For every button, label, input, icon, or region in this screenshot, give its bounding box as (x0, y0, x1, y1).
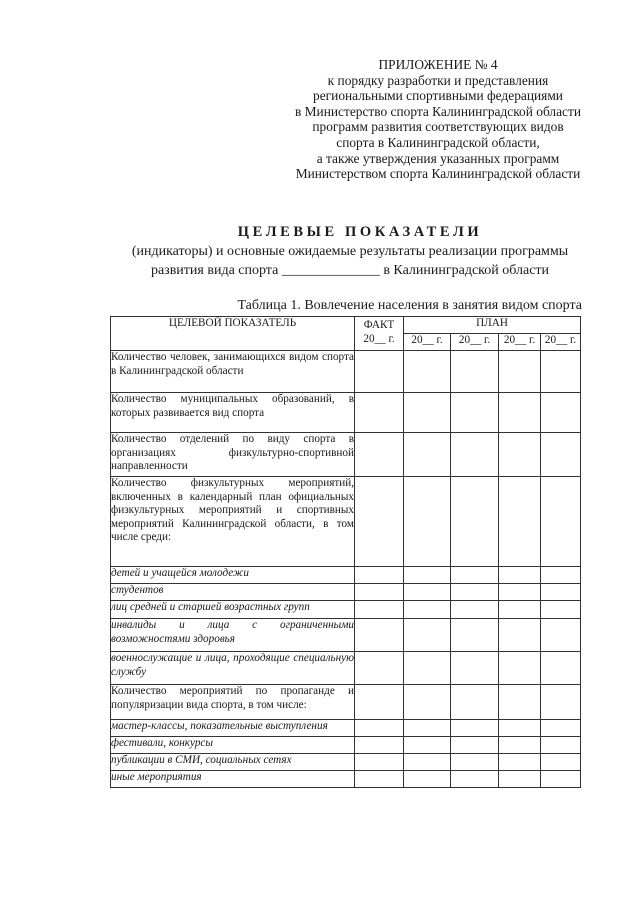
plan-value-cell[interactable] (541, 720, 581, 737)
fact-value-cell[interactable] (355, 351, 404, 393)
table-row (111, 351, 581, 393)
indicator-label: фестивали, конкурсы (111, 737, 355, 754)
plan-value-cell[interactable] (404, 685, 451, 720)
plan-value-cell[interactable] (499, 433, 541, 477)
plan-value-cell[interactable] (404, 584, 451, 601)
plan-value-cell[interactable] (499, 652, 541, 685)
table-row (111, 737, 581, 754)
header-plan-year: 20__ г. (499, 334, 541, 351)
plan-value-cell[interactable] (404, 754, 451, 771)
plan-value-cell[interactable] (499, 720, 541, 737)
table-row (111, 685, 581, 720)
fact-value-cell[interactable] (355, 393, 404, 433)
plan-value-cell[interactable] (451, 720, 499, 737)
appendix-line: в Министерство спорта Калининградской области (294, 103, 582, 119)
table-row (111, 720, 581, 737)
indicator-label: детей и учащейся молодежи (111, 567, 355, 584)
plan-value-cell[interactable] (541, 619, 581, 652)
plan-value-cell[interactable] (541, 351, 581, 393)
appendix-line: к порядку разработки и представления (327, 72, 549, 88)
appendix-block (0, 57, 640, 182)
table-row (111, 567, 581, 584)
indicator-label: лиц средней и старшей возрастных групп (111, 601, 355, 619)
plan-value-cell[interactable] (451, 393, 499, 433)
plan-value-cell[interactable] (451, 754, 499, 771)
indicator-label: Количество муниципальных образований, в которых развивается вид спорта (111, 393, 355, 433)
plan-value-cell[interactable] (541, 433, 581, 477)
indicator-label: военнослужащие и лица, проходящие специальную службу (111, 652, 355, 685)
fact-value-cell[interactable] (355, 720, 404, 737)
indicator-label: Количество отделений по виду спорта в организациях физкультурно-спортивной направленности (111, 433, 355, 477)
table-row (111, 584, 581, 601)
indicator-label: иные мероприятия (111, 771, 355, 788)
appendix-line: Министерством спорта Калининградской области (295, 166, 581, 182)
plan-value-cell[interactable] (451, 567, 499, 584)
plan-value-cell[interactable] (404, 433, 451, 477)
plan-value-cell[interactable] (541, 601, 581, 619)
table-row (111, 619, 581, 652)
plan-value-cell[interactable] (541, 652, 581, 685)
plan-value-cell[interactable] (404, 601, 451, 619)
plan-value-cell[interactable] (451, 737, 499, 754)
header-plan-year: 20__ г. (451, 334, 499, 351)
plan-value-cell[interactable] (451, 584, 499, 601)
plan-value-cell[interactable] (404, 652, 451, 685)
fact-value-cell[interactable] (355, 619, 404, 652)
header-plan: ПЛАН (404, 317, 581, 334)
plan-value-cell[interactable] (404, 771, 451, 788)
plan-value-cell[interactable] (499, 477, 541, 567)
plan-value-cell[interactable] (451, 477, 499, 567)
fact-value-cell[interactable] (355, 737, 404, 754)
fact-value-cell[interactable] (355, 685, 404, 720)
header-plan-year: 20__ г. (541, 334, 581, 351)
header-fact-label: ФАКТ (363, 319, 395, 331)
plan-value-cell[interactable] (451, 619, 499, 652)
header-target-indicator: ЦЕЛЕВОЙ ПОКАЗАТЕЛЬ (111, 317, 355, 351)
fact-value-cell[interactable] (355, 771, 404, 788)
document-subtitle-line: развития вида спорта ______________ в Калининградской области (150, 263, 550, 278)
plan-value-cell[interactable] (499, 754, 541, 771)
indicator-label: мастер-классы, показательные выступления (111, 720, 355, 737)
table-caption: Таблица 1. Вовлечение населения в занятия видом спорта (237, 298, 582, 313)
plan-value-cell[interactable] (499, 584, 541, 601)
plan-value-cell[interactable] (451, 601, 499, 619)
document-subtitle: (индикаторы) и основные ожидаемые результаты реализации программы (131, 244, 569, 259)
plan-value-cell[interactable] (499, 771, 541, 788)
header-fact (355, 317, 404, 351)
table-row (111, 771, 581, 788)
table-row (111, 433, 581, 477)
fact-value-cell[interactable] (355, 477, 404, 567)
fact-value-cell[interactable] (355, 584, 404, 601)
appendix-line: региональными спортивными федерациями (313, 88, 563, 104)
plan-value-cell[interactable] (404, 720, 451, 737)
plan-value-cell[interactable] (499, 393, 541, 433)
plan-value-cell[interactable] (451, 652, 499, 685)
plan-value-cell[interactable] (451, 685, 499, 720)
table-row (111, 477, 581, 567)
appendix-title: ПРИЛОЖЕНИЕ № 4 (378, 57, 498, 72)
plan-value-cell[interactable] (541, 477, 581, 567)
plan-value-cell[interactable] (499, 619, 541, 652)
plan-value-cell[interactable] (404, 393, 451, 433)
appendix-line: программ развития соответствующих видов (312, 119, 564, 135)
fact-value-cell[interactable] (355, 567, 404, 584)
plan-value-cell[interactable] (404, 619, 451, 652)
plan-value-cell[interactable] (499, 601, 541, 619)
plan-value-cell[interactable] (499, 737, 541, 754)
indicator-label: инвалиды и лица с ограниченными возможностями здоровья (111, 619, 355, 652)
plan-value-cell[interactable] (451, 433, 499, 477)
plan-value-cell[interactable] (541, 771, 581, 788)
header-plan-year: 20__ г. (404, 334, 451, 351)
plan-value-cell[interactable] (499, 351, 541, 393)
fact-value-cell[interactable] (355, 433, 404, 477)
fact-value-cell[interactable] (355, 754, 404, 771)
plan-value-cell[interactable] (541, 685, 581, 720)
plan-value-cell[interactable] (541, 754, 581, 771)
table-row (111, 754, 581, 771)
fact-value-cell[interactable] (355, 601, 404, 619)
indicators-table (110, 316, 581, 788)
table-row (111, 601, 581, 619)
indicator-label: Количество человек, занимающихся видом спорта в Калининградской области (111, 351, 355, 393)
fact-value-cell[interactable] (355, 652, 404, 685)
indicator-label: студентов (111, 584, 355, 601)
document-heading (0, 222, 640, 280)
indicator-label: Количество физкультурных мероприятий, включенных в календарный план официальных физкультурных мероприятий и спортивных мероприятий Калининградской области, в том числе среди: (111, 477, 355, 567)
plan-value-cell[interactable] (541, 567, 581, 584)
plan-value-cell[interactable] (541, 737, 581, 754)
plan-value-cell[interactable] (404, 737, 451, 754)
plan-value-cell[interactable] (404, 351, 451, 393)
plan-value-cell[interactable] (541, 584, 581, 601)
table-row (111, 652, 581, 685)
indicator-label: Количество мероприятий по пропаганде и популяризации вида спорта, в том числе: (111, 685, 355, 720)
plan-value-cell[interactable] (499, 567, 541, 584)
plan-value-cell[interactable] (541, 393, 581, 433)
plan-value-cell[interactable] (451, 771, 499, 788)
plan-value-cell[interactable] (404, 477, 451, 567)
indicator-label: публикации в СМИ, социальных сетях (111, 754, 355, 771)
table-body (111, 351, 581, 788)
table-row (111, 393, 581, 433)
appendix-line: спорта в Калининградской области, (336, 134, 540, 150)
appendix-line: а также утверждения указанных программ (316, 150, 560, 166)
plan-value-cell[interactable] (451, 351, 499, 393)
document-title: ЦЕЛЕВЫЕ ПОКАЗАТЕЛИ (237, 224, 483, 240)
plan-value-cell[interactable] (404, 567, 451, 584)
header-fact-year: 20__ г. (363, 332, 395, 345)
plan-value-cell[interactable] (499, 685, 541, 720)
